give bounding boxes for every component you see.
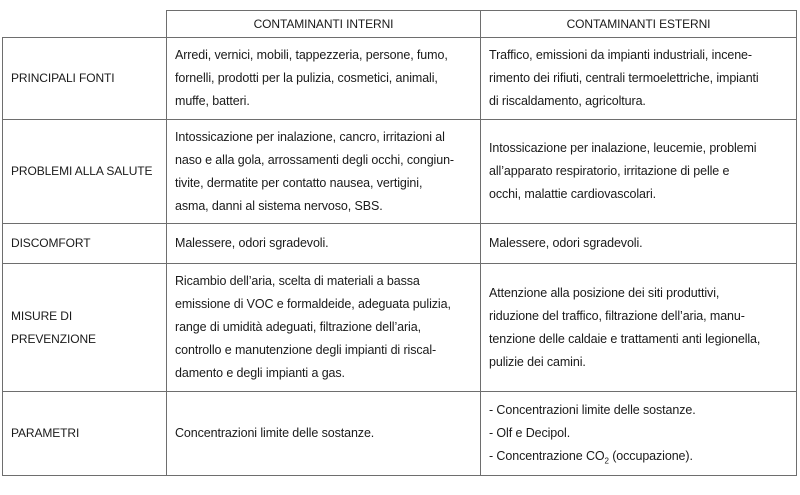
cell-line: naso e alla gola, arrossamenti degli occhi, congiun- — [175, 152, 454, 167]
co2-prefix: - Concentrazione CO — [489, 449, 605, 463]
cell-interni — [167, 392, 481, 476]
cell-line: di riscaldamento, agricoltura. — [489, 94, 646, 108]
cell-esterni — [481, 224, 797, 264]
row-label: PRINCIPALI FONTI — [3, 38, 167, 120]
cell-line: asma, danni al sistema nervoso, SBS. — [175, 198, 383, 213]
table-header-row — [3, 11, 797, 38]
cell-interni — [167, 120, 481, 224]
header-empty-cell — [3, 11, 167, 38]
row-label: PROBLEMI ALLA SALUTE — [3, 120, 167, 224]
cell-esterni — [481, 264, 797, 392]
cell-line: rimento dei rifiuti, centrali termoelettriche, impianti — [489, 71, 759, 85]
cell-line: occhi, malattie cardiovascolari. — [489, 187, 657, 201]
cell-line — [489, 445, 788, 468]
cell-line: all’apparato respiratorio, irritazione di pelle e — [489, 164, 730, 178]
row-label: DISCOMFORT — [3, 224, 167, 264]
cell-line: Ricambio dell’aria, scelta di materiali a bassa — [175, 274, 420, 288]
cell-line: - Concentrazioni limite delle sostanze. — [489, 403, 696, 417]
co2-subscript: 2 — [604, 456, 609, 466]
cell-line: Intossicazione per inalazione, cancro, irritazioni al — [175, 129, 445, 144]
cell-line: Arredi, vernici, mobili, tappezzeria, persone, fumo, — [175, 48, 448, 62]
cell-line: range di umidità adeguati, filtrazione dell’aria, — [175, 320, 421, 334]
cell-line: tenzione delle caldaie e trattamenti anti legionella, — [489, 331, 761, 346]
table-row — [3, 264, 797, 392]
cell-line: tivite, dermatite per contatto nausea, vertigini, — [175, 175, 423, 190]
co2-suffix: (occupazione). — [608, 449, 693, 463]
cell-line: - Olf e Decipol. — [489, 426, 571, 440]
cell-line: Malessere, odori sgradevoli. — [489, 236, 643, 250]
cell-line: emissione di VOC e formaldeide, adeguata pulizia, — [175, 297, 451, 311]
cell-line: riduzione del traffico, filtrazione dell’aria, manu- — [489, 308, 745, 323]
cell-line: Attenzione alla posizione dei siti produttivi, — [489, 285, 720, 300]
table-row — [3, 38, 797, 120]
cell-line: controllo e manutenzione degli impianti di riscal- — [175, 343, 437, 357]
cell-interni — [167, 38, 481, 120]
cell-line: damento e degli impianti a gas. — [175, 366, 345, 380]
cell-line: fornelli, prodotti per la pulizia, cosmetici, animali, — [175, 71, 438, 85]
cell-line: Concentrazioni limite delle sostanze. — [175, 426, 375, 440]
cell-esterni — [481, 38, 797, 120]
row-label: PARAMETRI — [3, 392, 167, 476]
cell-line: Intossicazione per inalazione, leucemie, problemi — [489, 141, 757, 155]
cell-line: muffe, batteri. — [175, 94, 250, 108]
table-row — [3, 224, 797, 264]
header-esterni: CONTAMINANTI ESTERNI — [481, 11, 797, 38]
cell-interni — [167, 264, 481, 392]
cell-interni — [167, 224, 481, 264]
table-row — [3, 120, 797, 224]
row-label: MISURE DI PREVENZIONE — [3, 264, 167, 392]
cell-esterni — [481, 392, 797, 476]
table-row — [3, 392, 797, 476]
cell-line: pulizie dei camini. — [489, 354, 586, 369]
contaminants-table — [2, 10, 797, 476]
header-interni: CONTAMINANTI INTERNI — [167, 11, 481, 38]
cell-line: Traffico, emissioni da impianti industriali, incene- — [489, 48, 752, 62]
cell-line: Malessere, odori sgradevoli. — [175, 236, 329, 250]
cell-esterni — [481, 120, 797, 224]
